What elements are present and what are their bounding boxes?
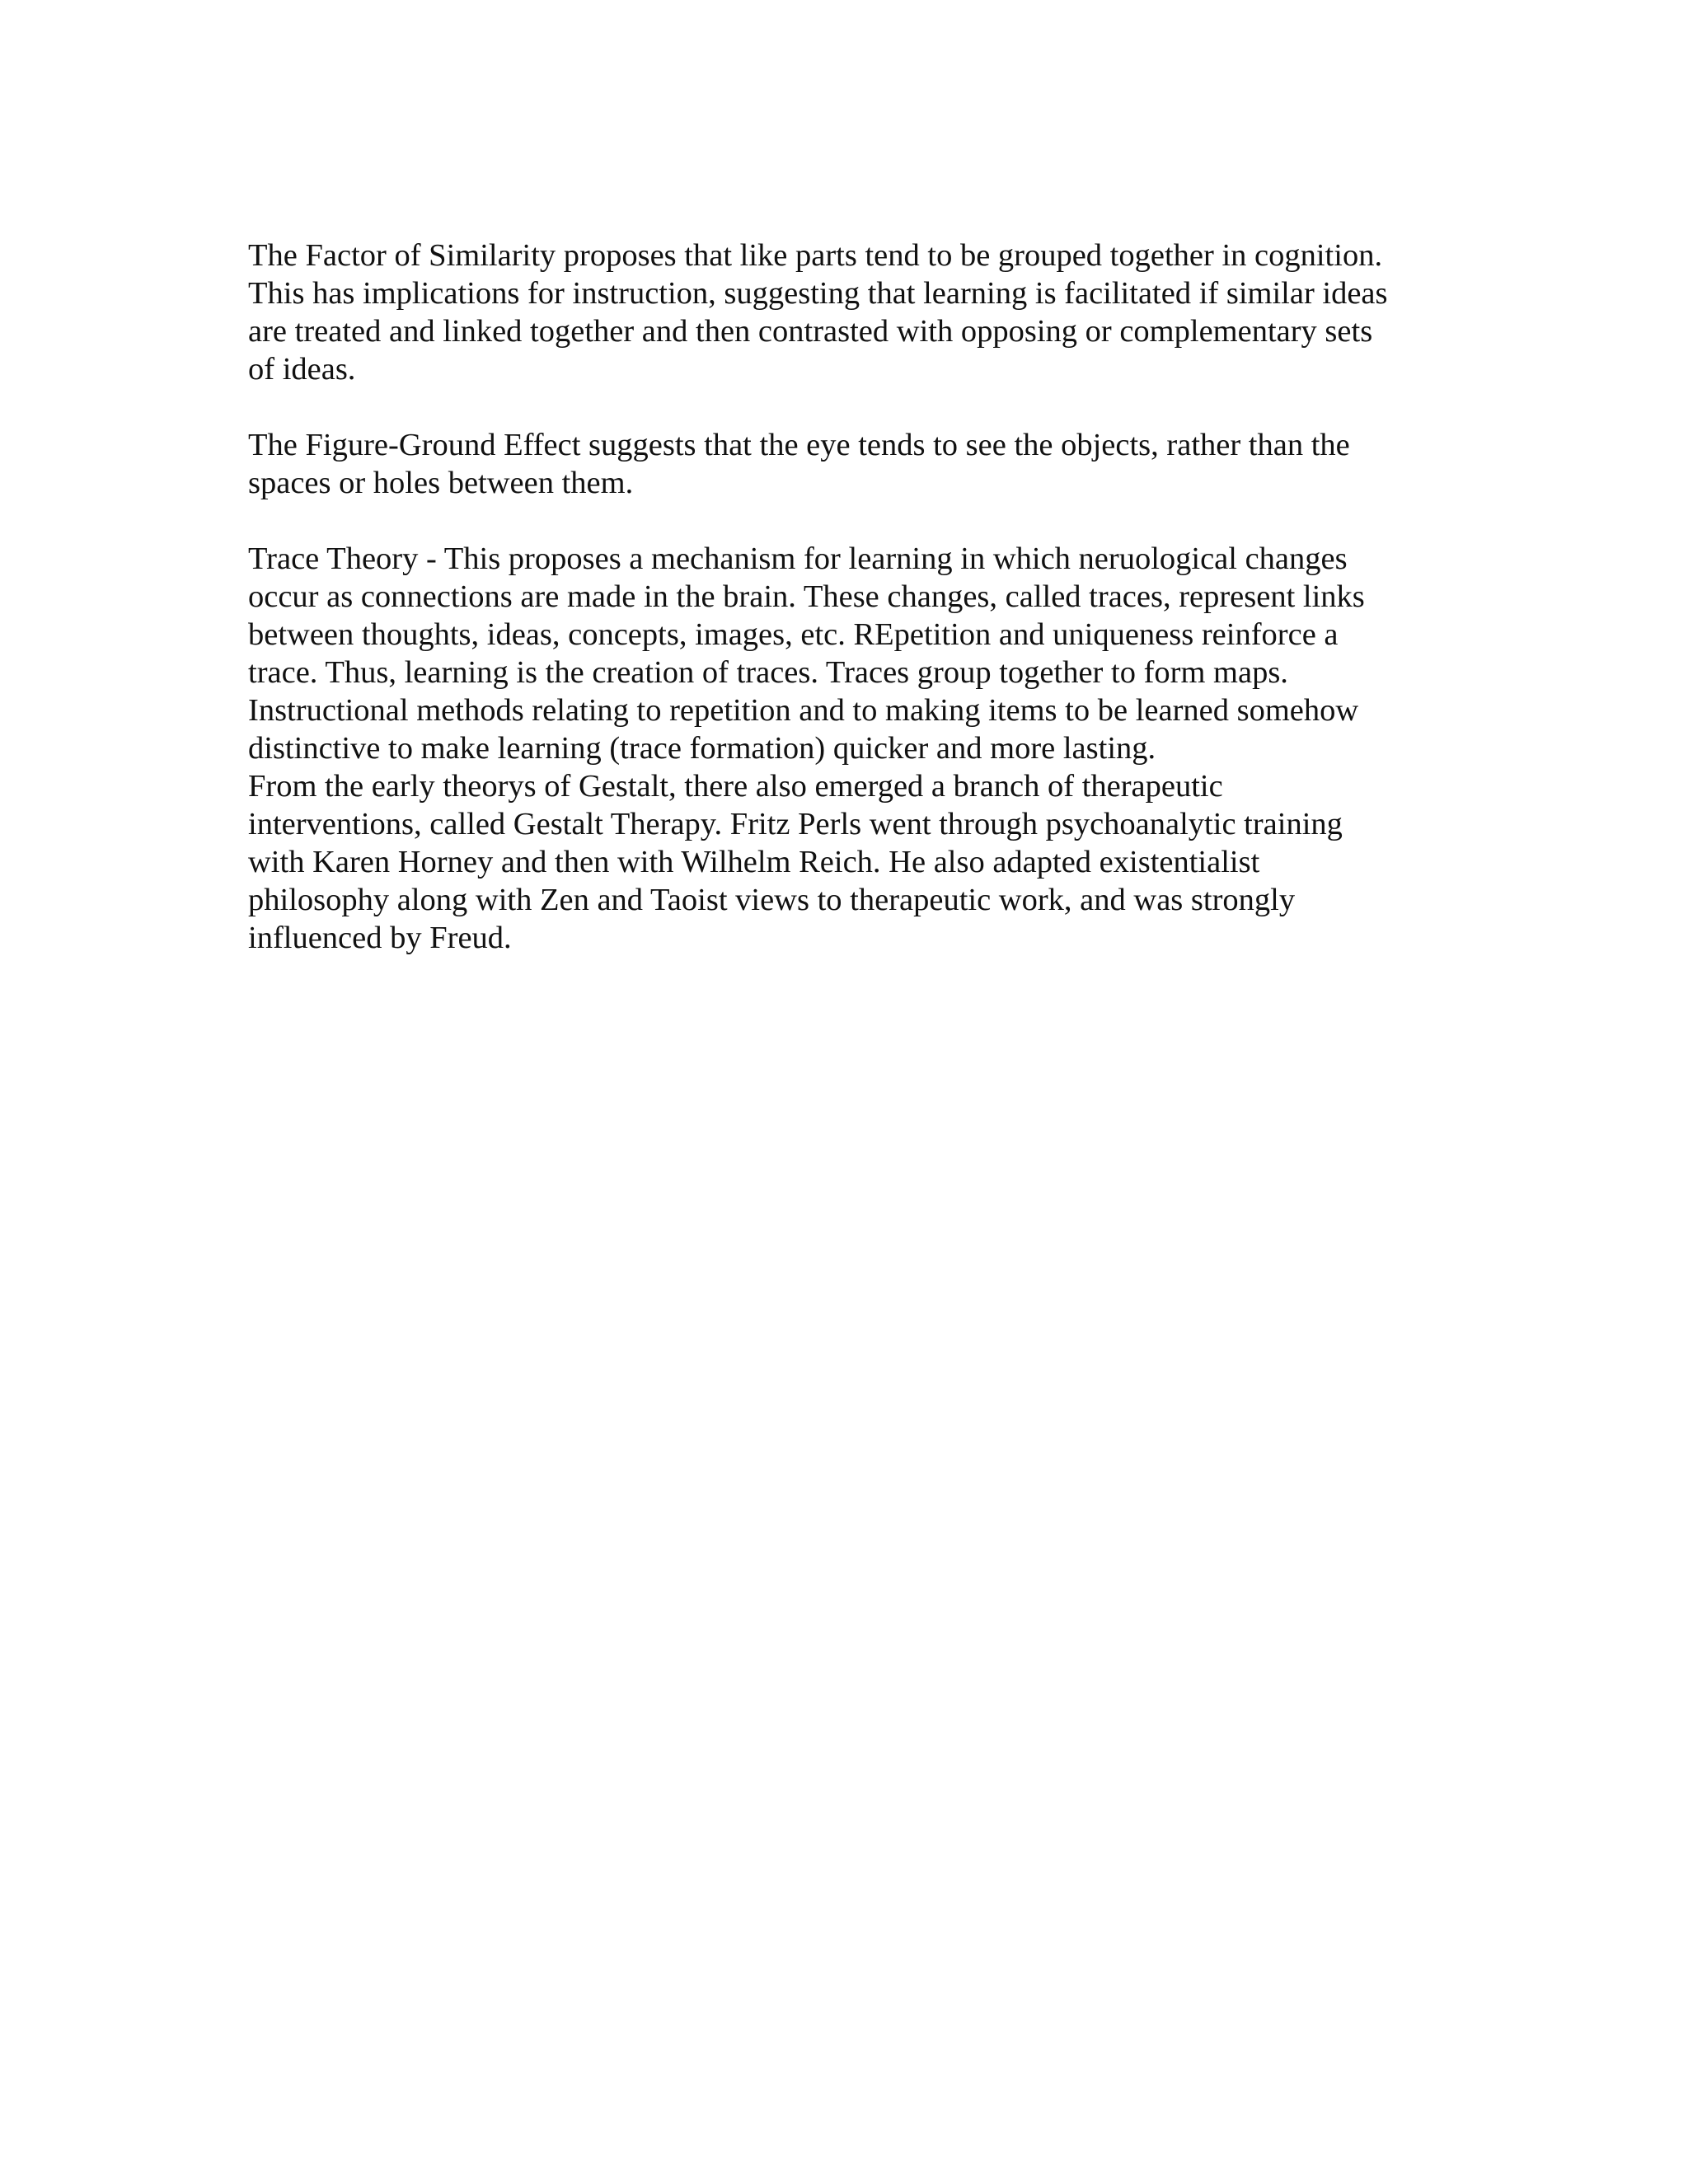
text-line: This has implications for instruction, suggesting that learning is facilitated if similar ideas — [248, 276, 1388, 311]
text-line: Trace Theory - This proposes a mechanism for learning in which neruological changes — [248, 541, 1348, 576]
text-line: are treated and linked together and then contrasted with opposing or complementary sets — [248, 314, 1373, 349]
paragraph-spacer — [248, 502, 1468, 540]
text-line: distinctive to make learning (trace formation) quicker and more lasting. — [248, 731, 1156, 766]
text-line: philosophy along with Zen and Taoist views to therapeutic work, and was strongly — [248, 883, 1296, 917]
text-line: spaces or holes between them. — [248, 466, 634, 500]
paragraph-factor-of-similarity — [248, 237, 1468, 388]
text-line: Instructional methods relating to repetition and to making items to be learned somehow — [248, 693, 1359, 728]
text-line: with Karen Horney and then with Wilhelm Reich. He also adapted existentialist — [248, 845, 1260, 879]
text-line: The Figure-Ground Effect suggests that the eye tends to see the objects, rather than the — [248, 428, 1350, 462]
text-line: influenced by Freud. — [248, 921, 512, 955]
document-body — [248, 237, 1468, 957]
paragraph-figure-ground-effect — [248, 426, 1468, 502]
text-line: between thoughts, ideas, concepts, images, etc. REpetition and uniqueness reinforce a — [248, 617, 1339, 652]
paragraph-spacer — [248, 388, 1468, 426]
text-line: interventions, called Gestalt Therapy. Fritz Perls went through psychoanalytic training — [248, 807, 1343, 841]
text-line: The Factor of Similarity proposes that like parts tend to be grouped together in cognition. — [248, 238, 1383, 273]
paragraph-trace-theory — [248, 540, 1468, 767]
text-line: From the early theorys of Gestalt, there also emerged a branch of therapeutic — [248, 769, 1223, 804]
text-line: of ideas. — [248, 352, 356, 387]
paragraph-gestalt-therapy — [248, 767, 1468, 957]
text-line: trace. Thus, learning is the creation of traces. Traces group together to form maps. — [248, 655, 1288, 690]
text-line: occur as connections are made in the brain. These changes, called traces, represent links — [248, 579, 1365, 614]
